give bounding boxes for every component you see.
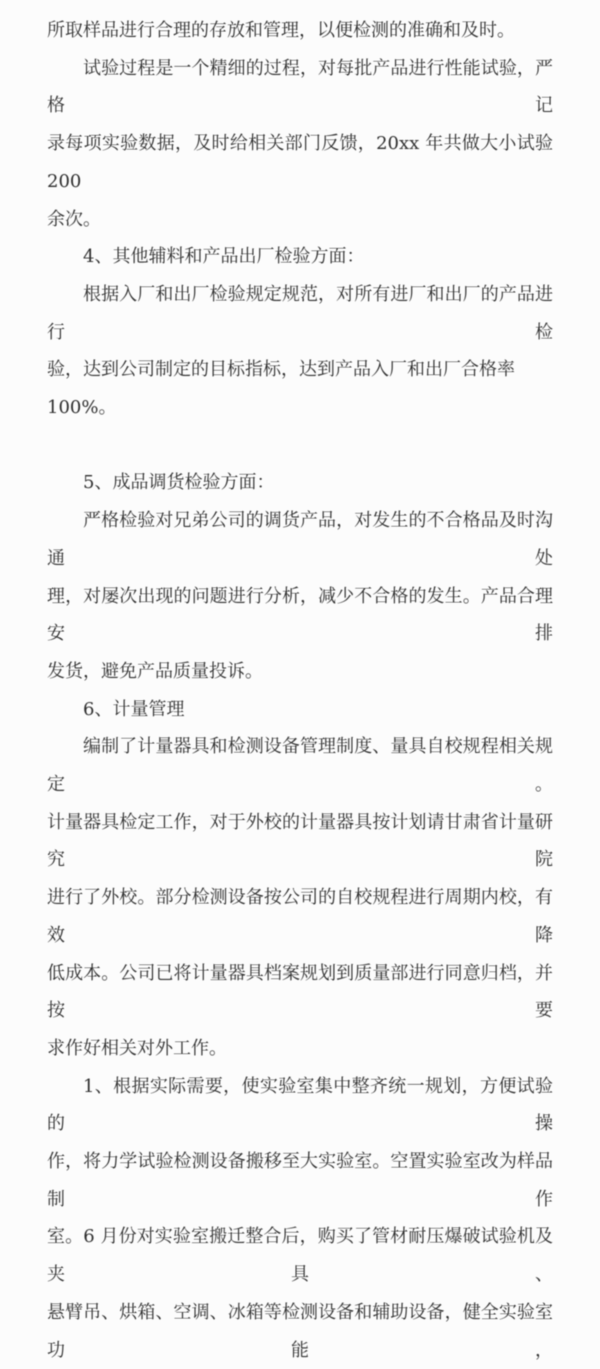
text-line: 计量器具检定工作，对于外校的计量器具按计划请甘肃省计量研究院 [47,811,553,871]
text-line: 低成本。公司已将计量器具档案规划到质量部进行同意归档，并按要 [47,962,553,1022]
text-line: 作，将力学试验检测设备搬移至大实验室。空置实验室改为样品制作 [47,1151,553,1210]
text-line: 进行了外校。部分检测设备按公司的自校规程进行周期内校，有效降 [47,887,553,946]
text-line: 编制了计量器具和检测设备管理制度、量具自校规程相关规定。 [47,736,553,796]
text-line: 录每项实验数据，及时给相关部门反馈，20xx 年共做大小试验 200 [47,133,553,192]
paragraph [47,728,553,1067]
paragraph [47,464,553,502]
text-line: 悬臂吊、烘箱、空调、冰箱等检测设备和辅助设备，健全实验室功能， [47,1301,553,1361]
text-line: 求作好相关对外工作。 [47,1037,227,1059]
paragraph [47,50,553,239]
text-line: 5、成品调货检验方面： [83,472,275,494]
paragraph [47,12,553,50]
text-line: 余次。 [47,208,101,230]
text-line: 所取样品进行合理的存放和管理，以便检测的准确和及时。 [47,20,515,41]
text-line: 发货，避免产品质量投诉。 [47,660,263,682]
paragraph [47,502,553,691]
text-line: 1、根据实际需要，使实验室集中整齐统一规划，方便试验的操 [47,1075,553,1135]
text-line: 验，达到公司制定的目标指标，达到产品入厂和出厂合格率 100%。 [47,359,515,419]
text-line: 4、其他辅料和产品出厂检验方面： [83,246,365,268]
text-line: 根据入厂和出厂检验规定规范，对所有进厂和出厂的产品进行检 [47,283,553,343]
paragraph [47,1068,553,1369]
text-line: 严格检验对兄弟公司的调货产品，对发生的不合格品及时沟通处 [47,510,553,569]
paragraph [47,238,553,276]
text-line: 6、计量管理 [83,698,185,720]
paragraph [47,276,553,427]
text-line: 理，对屡次出现的问题进行分析，减少不合格的发生。产品合理安排 [47,585,553,645]
paragraph-spacer [47,427,553,465]
text-line: 室。6 月份对实验室搬迁整合后，购买了管材耐压爆破试验机及夹具、 [47,1226,553,1286]
text-line: 试验过程是一个精细的过程，对每批产品进行性能试验，严格记 [47,57,553,117]
paragraph [47,691,553,729]
